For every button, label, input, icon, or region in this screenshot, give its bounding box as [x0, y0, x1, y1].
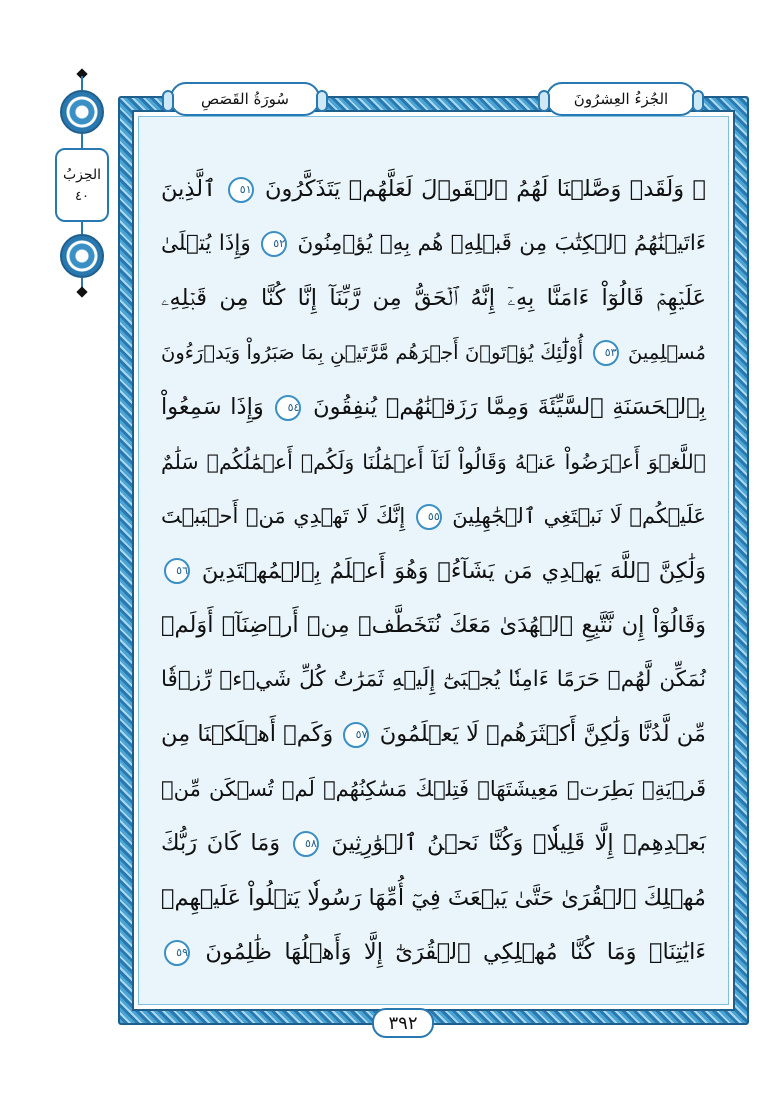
ayah-number-marker: ٥٢	[261, 231, 287, 257]
text-area	[138, 116, 729, 1005]
side-bottom-diamond	[76, 286, 87, 297]
ayah-number-marker: ٥٩	[164, 940, 190, 966]
verse-text: وَإِذَا يُتۡلَىٰ	[161, 230, 251, 256]
juz-name: الجُزءُ العِشرُونَ	[573, 90, 669, 108]
verse-text: مُهۡلِكَ ٱلۡقُرَىٰ حَتَّىٰ يَبۡعَثَ فِيٓ أُمِّهَا رَسُولٗا يَتۡلُواْ عَلَيۡهِمۡ	[161, 884, 706, 911]
ayah-number-marker: ٥٦	[164, 558, 190, 584]
ayah-number-marker: ٥٨	[293, 831, 319, 857]
verse-text: مُسۡلِمِينَ	[627, 340, 706, 364]
verse-text: عَلَيۡهِمۡ قَالُوٓاْ ءَامَنَّا بِهِۦٓ إِنَّهُ ٱلۡحَقُّ مِن رَّبِّنَآ إِنَّا كُنَّا مِن قَبۡلِهِۦ	[161, 285, 706, 311]
page-number	[372, 1008, 434, 1038]
page-number-text: ٣٩٢	[388, 1012, 418, 1034]
text-line	[161, 278, 706, 318]
hizb-number: ٤٠	[75, 188, 89, 204]
side-rule-top	[81, 76, 83, 90]
text-line	[161, 660, 706, 700]
ayah-number-marker: ٥٣	[593, 340, 619, 366]
verse-text: ءَايَٰتِنَاۚ وَمَا كُنَّا مُهۡلِكِي ٱلۡقُرَىٰٓ إِلَّا وَأَهۡلُهَا ظَٰلِمُونَ	[205, 939, 706, 965]
surah-name-cartouche	[170, 82, 320, 116]
verse-text: بِٱلۡحَسَنَةِ ٱلسَّيِّئَةَ وَمِمَّا رَزَقۡنَٰهُمۡ يُنفِقُونَ	[313, 394, 707, 420]
text-lines	[139, 117, 728, 1004]
text-line	[161, 551, 706, 591]
verse-text: وَإِذَا سَمِعُواْ	[161, 394, 264, 420]
text-line	[161, 169, 706, 209]
verse-text: وَقَالُوٓاْ إِن نَّتَّبِعِ ٱلۡهُدَىٰ مَعَكَ نُتَخَطَّفۡ مِنۡ أَرۡضِنَآۚ أَوَلَمۡ	[161, 612, 706, 638]
side-rule-mid-top	[81, 134, 83, 148]
verse-text: ۞ وَلَقَدۡ وَصَّلۡنَا لَهُمُ ٱلۡقَوۡلَ لَعَلَّهُمۡ يَتَذَكَّرُونَ	[265, 176, 706, 202]
hizb-label: الحِزبُ	[62, 166, 102, 183]
verse-text: وَمَا كَانَ رَبُّكَ	[161, 830, 281, 856]
text-line	[161, 932, 706, 972]
juz-name-cartouche	[546, 82, 696, 116]
hizb-marker	[55, 148, 109, 222]
text-line	[161, 442, 706, 482]
text-line	[161, 605, 706, 645]
ayah-number-marker: ٥٧	[343, 722, 369, 748]
verse-text: ٱلَّذِينَ	[161, 176, 217, 202]
ayah-number-marker: ٥١	[228, 177, 254, 203]
page-inner-border	[132, 110, 735, 1011]
text-line	[161, 823, 706, 863]
verse-text: وَكَمۡ أَهۡلَكۡنَا مِن	[161, 721, 334, 747]
verse-text: قَرۡيَةِۭ بَطِرَتۡ مَعِيشَتَهَاۖ فَتِلۡكَ مَسَٰكِنُهُمۡ لَمۡ تُسۡكَن مِّنۢ	[161, 776, 706, 801]
verse-text: وَلَٰكِنَّ ٱللَّهَ يَهۡدِي مَن يَشَآءُۚ وَهُوَ أَعۡلَمُ بِٱلۡمُهۡتَدِينَ	[201, 557, 707, 584]
text-line	[161, 714, 706, 754]
page-frame	[118, 96, 749, 1025]
text-line	[161, 878, 706, 918]
text-line	[161, 496, 706, 536]
verse-text: ٱللَّغۡوَ أَعۡرَضُواْ عَنۡهُ وَقَالُواْ لَنَآ أَعۡمَٰلُنَا وَلَكُمۡ أَعۡمَٰلُكُمۡ سَلَٰمٌ	[161, 449, 706, 474]
ayah-number-marker: ٥٥	[416, 504, 442, 530]
verse-text: ءَاتَيۡنَٰهُمُ ٱلۡكِتَٰبَ مِن قَبۡلِهِۦ هُم بِهِۦ يُؤۡمِنُونَ	[297, 230, 706, 256]
verse-text: بَعۡدِهِمۡ إِلَّا قَلِيلٗاۖ وَكُنَّا نَحۡنُ ٱلۡوَٰرِثِينَ	[331, 830, 706, 856]
surah-name: سُورَةُ القَصَصِ	[201, 90, 289, 108]
verse-text: نُمَكِّن لَّهُمۡ حَرَمًا ءَامِنٗا يُجۡبَىٰٓ إِلَيۡهِ ثَمَرَٰتُ كُلِّ شَيۡءٖ رِّزۡقٗا	[161, 666, 706, 692]
text-line	[161, 769, 706, 809]
text-line	[161, 333, 706, 373]
hizb-top-medallion	[60, 90, 104, 134]
text-line	[161, 387, 706, 427]
verse-text: مِّن لَّدُنَّا وَلَٰكِنَّ أَكۡثَرَهُمۡ لَا يَعۡلَمُونَ	[379, 721, 706, 747]
hizb-bottom-medallion	[60, 234, 104, 278]
text-line	[161, 224, 706, 264]
ayah-number-marker: ٥٤	[275, 395, 301, 421]
verse-text: أُوْلَٰٓئِكَ يُؤۡتَوۡنَ أَجۡرَهُم مَّرَّتَيۡنِ بِمَا صَبَرُواْ وَيَدۡرَءُونَ	[161, 340, 584, 364]
verse-text: عَلَيۡكُمۡ لَا نَبۡتَغِي ٱلۡجَٰهِلِينَ	[452, 504, 706, 528]
side-rule-mid-bottom	[81, 222, 83, 234]
verse-text: إِنَّكَ لَا تَهۡدِي مَنۡ أَحۡبَبۡتَ	[161, 504, 406, 528]
